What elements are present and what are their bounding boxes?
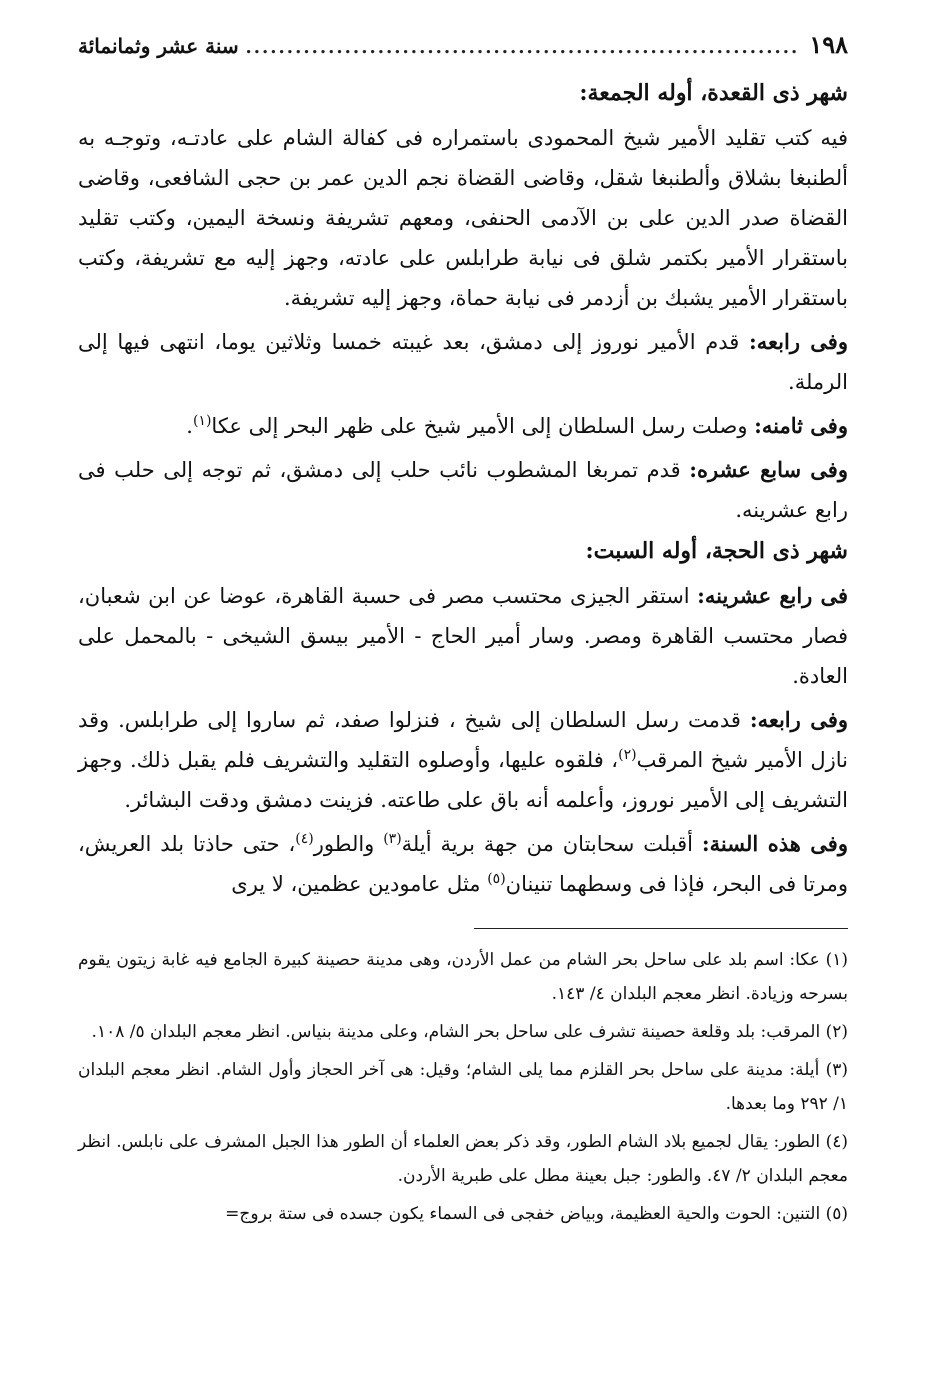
- footnote: (٣) أيلة: مدينة على ساحل بحر القلزم مما يلى الشام؛ وقيل: هى آخر الحجاز وأول الشام. انظر معجم البلدان ١/ ٢٩٢ وما بعدها.: [78, 1060, 848, 1114]
- paragraph: [78, 322, 848, 402]
- paragraph: [78, 118, 848, 318]
- paragraph-text: ، فلقوه عليها، وأوصلوه التقليد والتشريف فلم يقبل ذلك. وجهز التشريف إلى الأمير نوروز، وأعلمه أنه باق على طاعته. فزينت دمشق ودقت البشائر.: [78, 748, 848, 812]
- footnote: (٤) الطور: يقال لجميع بلاد الشام الطور، وقد ذكر بعض العلماء أن الطور هذا الجبل المشرف على نابلس. انظر معجم البلدان ٢/ ٤٧. والطور: جبل بعينة مطل على طبرية الأردن.: [78, 1132, 848, 1186]
- paragraph-text: استقر الجيزى محتسب مصر فى حسبة القاهرة، عوضا عن ابن شعبان، فصار محتسب القاهرة ومصر. وسار أمير الحاج - الأمير بيسق الشيخى - بالمحمل على العادة.: [78, 584, 848, 688]
- page-number: ١٩٨: [809, 30, 848, 59]
- page-header: [78, 30, 848, 72]
- paragraph-lead: فى رابع عشرينه:: [697, 583, 848, 608]
- paragraph-text: والطور: [313, 832, 384, 856]
- paragraph-lead: وفى هذه السنة:: [701, 831, 848, 856]
- paragraph-text: قدم تمربغا المشطوب نائب حلب إلى دمشق، ثم توجه إلى حلب فى رابع عشرينه.: [78, 458, 848, 522]
- header-leader-dots: [247, 37, 800, 58]
- footnote-ref[interactable]: (٣): [383, 831, 402, 847]
- paragraph-text: وصلت رسل السلطان إلى الأمير شيخ على ظهر البحر إلى عكا: [211, 414, 755, 438]
- footnote: (١) عكا: اسم بلد على ساحل بحر الشام من عمل الأردن، وهى مدينة حصينة كبيرة الجامع فيه غابة زيتون يقوم بسرحه وزيادة. انظر معجم البلدان ٤/ ١٤٣.: [78, 950, 848, 1004]
- paragraph: [78, 700, 848, 820]
- footnote-ref[interactable]: (٤): [295, 831, 314, 847]
- footnote: (٥) التنين: الحوت والحية العظيمة، وبياض خفجى فى السماء يكون جسده فى ستة بروج=: [225, 1204, 848, 1224]
- paragraph: [78, 406, 848, 446]
- paragraph-text: .: [186, 414, 193, 438]
- footnote-ref[interactable]: (٥): [487, 871, 506, 887]
- footnote-ref[interactable]: (١): [192, 413, 212, 429]
- paragraph-lead: وفى ثامنه:: [754, 413, 848, 438]
- paragraph-lead: وفى رابعه:: [749, 329, 848, 354]
- paragraph: [78, 450, 848, 530]
- footnote-divider: [474, 928, 848, 929]
- running-title: سنة عشر وثمانمائة: [78, 34, 239, 58]
- month-heading: شهر ذى القعدة، أوله الجمعة:: [579, 80, 848, 106]
- month-heading: شهر ذى الحجة، أوله السبت:: [585, 538, 848, 564]
- paragraph-lead: وفى رابعه:: [749, 707, 848, 732]
- paragraph-text: ، حتى حاذتا بلد العريش، ومرتا فى البحر، فإذا فى وسطهما تنينان: [78, 832, 848, 896]
- paragraph: [78, 576, 848, 696]
- paragraph-text: مثل عامودين عظمين، لا يرى: [231, 872, 488, 896]
- paragraph: [78, 824, 848, 904]
- paragraph-text: فيه كتب تقليد الأمير شيخ المحمودى باستمراره فى كفالة الشام على عادتـه، وتوجـه به ألطنبغا بشلاق وألطنبغا شقل، وقاضى القضاة نجم الدين عمر بن حجى الشافعى، وقاضى القضاة صدر الدين على بن الآدمى الحنفى، ومعهم تشريفة ونسخة اليمين، وكتب تقليد باستقرار الأمير بكتمر شلق فى نيابة طرابلس على عادته، وجهز إليه مع تشريفة، وكتب باستقرار الأمير يشبك بن أزدمر فى نيابة حماة، وجهز إليه تشريفة.: [78, 126, 848, 310]
- paragraph-lead: وفى سابع عشره:: [689, 457, 848, 482]
- footnote-ref[interactable]: (٢): [618, 747, 637, 763]
- paragraph-text: أقبلت سحابتان من جهة برية أيلة: [401, 832, 702, 856]
- book-page: [78, 30, 848, 1235]
- footnote: (٢) المرقب: بلد وقلعة حصينة تشرف على ساحل بحر الشام، وعلى مدينة بنياس. انظر معجم البلدان ٥/ ١٠٨.: [91, 1022, 848, 1042]
- paragraph-text: قدمت رسل السلطان إلى شيخ ، فنزلوا صفد، ثم ساروا إلى طرابلس. وقد نازل الأمير شيخ المرقب: [78, 708, 848, 772]
- paragraph-text: قدم الأمير نوروز إلى دمشق، بعد غيبته خمسا وثلاثين يوما، انتهى فيها إلى الرملة.: [78, 330, 848, 394]
